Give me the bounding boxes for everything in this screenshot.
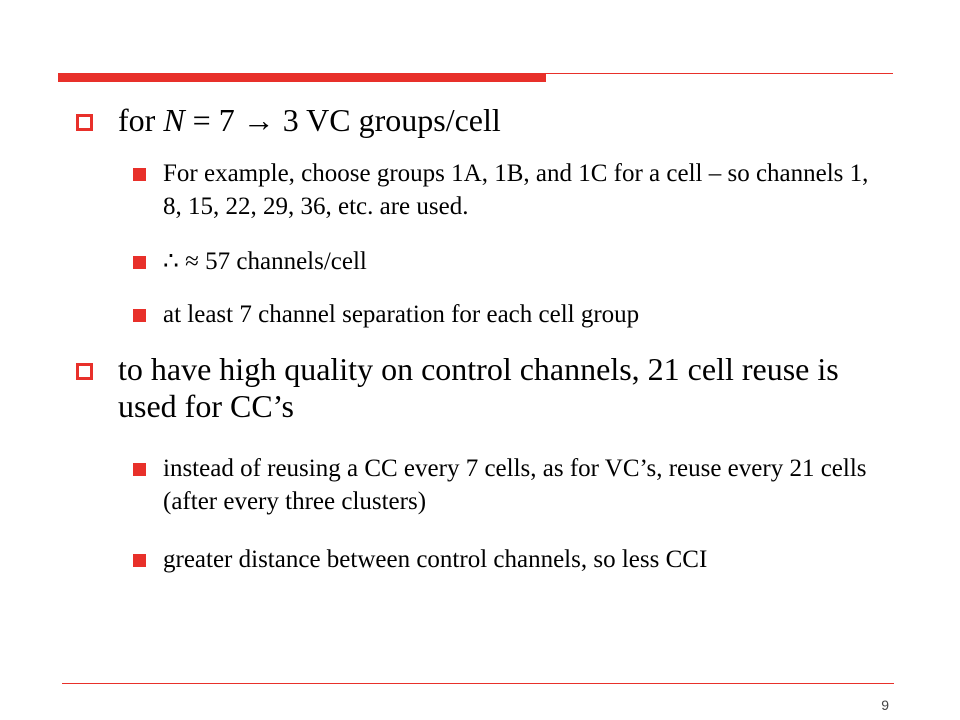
filled-square-bullet-icon — [133, 256, 146, 269]
bullet-text: for N = 7 → 3 VC groups/cell — [118, 102, 501, 138]
filled-square-bullet-icon — [133, 463, 146, 476]
bullet-level2 — [133, 543, 893, 576]
sub-bullet-text: ∴ ≈ 57 channels/cell — [163, 248, 367, 275]
filled-square-bullet-icon — [133, 554, 146, 567]
bullet-level2 — [133, 157, 893, 223]
top-thin-rule — [546, 73, 893, 74]
top-accent-rule — [58, 73, 546, 82]
bullet-text: to have high quality on control channels, 21 cell reuse is used for CC’s — [118, 351, 839, 424]
filled-square-bullet-icon — [133, 309, 146, 322]
bullet-level2 — [133, 452, 893, 518]
bullet-level2 — [133, 298, 893, 331]
sub-bullet-text: greater distance between control channels, so less CCI — [163, 546, 708, 573]
hollow-square-bullet-icon — [76, 363, 93, 380]
sub-bullet-text: at least 7 channel separation for each cell group — [163, 301, 640, 328]
hollow-square-bullet-icon — [76, 114, 93, 131]
sub-bullet-text: instead of reusing a CC every 7 cells, as for VC’s, reuse every 21 cells (after every three clusters) — [163, 455, 867, 515]
bullet-level1 — [76, 351, 896, 425]
bullet-level2 — [133, 245, 893, 278]
filled-square-bullet-icon — [133, 168, 146, 181]
sub-bullet-text: For example, choose groups 1A, 1B, and 1C for a cell – so channels 1, 8, 15, 22, 29, 36, etc. are used. — [163, 160, 869, 220]
page-number: 9 — [881, 697, 889, 713]
bottom-rule — [62, 683, 894, 684]
bullet-level1 — [76, 102, 896, 139]
